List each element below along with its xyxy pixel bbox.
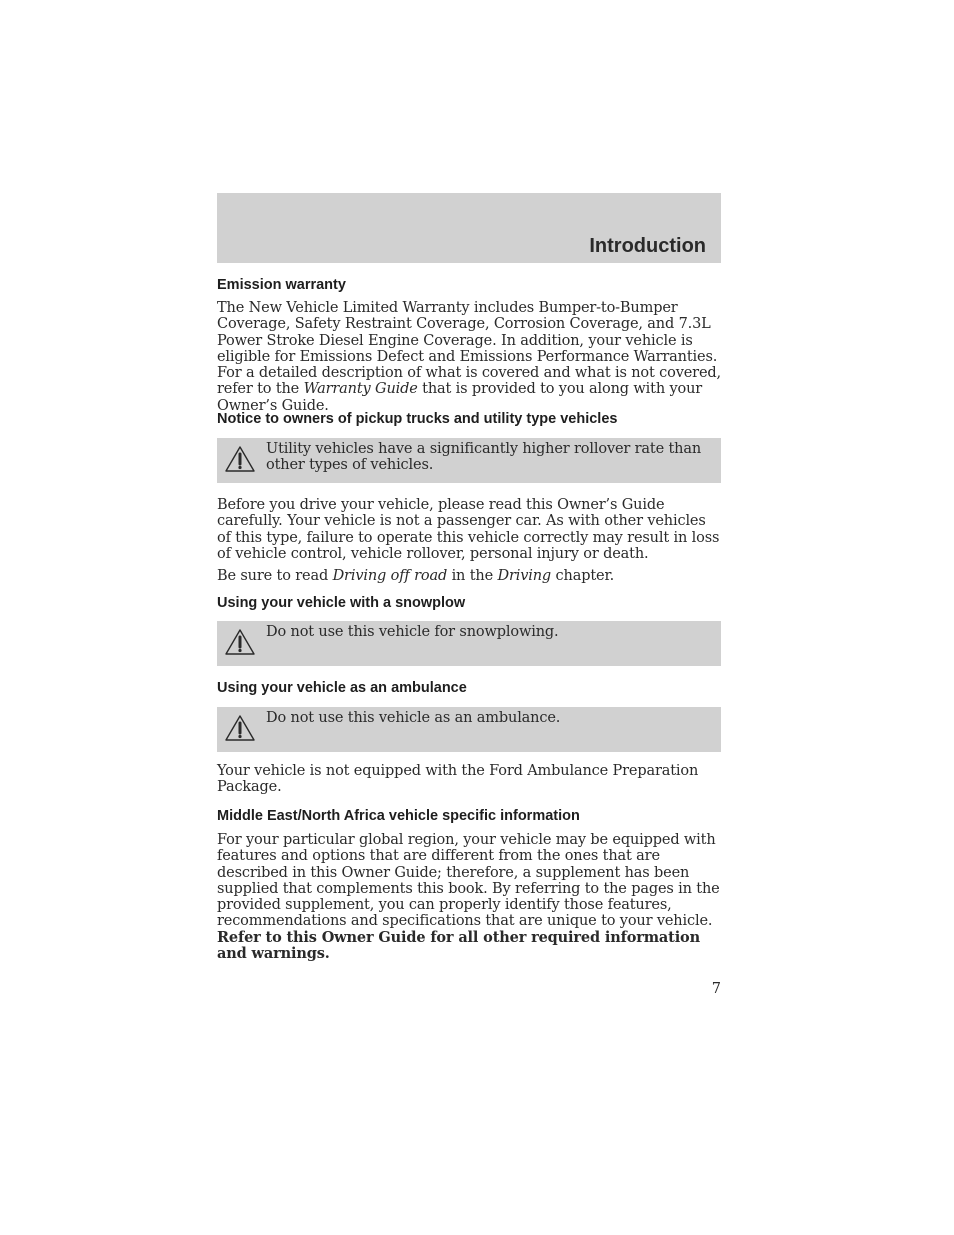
mena-text: For your particular global region, your vehicle may be equipped with features and options that are different from the ones that are described in this Owner Guide; therefore, a supplement has been supplied that complements this book. By referring to the pages in the provided supplement, you can properly identify those features, recommendations and specifications that are unique to your vehicle.: [217, 832, 720, 930]
ambulance-paragraph: Your vehicle is not equipped with the Ford Ambulance Preparation Package.: [217, 763, 699, 796]
mena-heading: Middle East/North Africa vehicle specific information: [217, 808, 580, 824]
snowplow-warning-text: Do not use this vehicle for snowplowing.: [266, 624, 559, 640]
ambulance-warning-text: Do not use this vehicle as an ambulance.: [266, 710, 561, 726]
warranty-guide-title: Warranty Guide: [303, 381, 418, 398]
emission-text-1: The New Vehicle Limited Warranty includes Bumper-to-Bumper Coverage, Safety Restraint Coverage, Corrosion Coverage, and 7.3L Power Stroke Diesel Engine Coverage. In addition, your vehicle is eligible for Emissions Defect and Emissions Performance Warranties. For a detailed description of what is covered and what is not covered, refer to the: [217, 300, 721, 398]
snowplow-heading: Using your vehicle with a snowplow: [217, 595, 466, 611]
warning-triangle-icon: [224, 628, 256, 656]
warning-triangle-icon: [224, 714, 256, 742]
read-text-1: Be sure to read: [217, 568, 329, 584]
driving-chapter-ref: Driving: [497, 568, 552, 584]
section-title: Introduction: [589, 235, 706, 257]
ambulance-heading: Using your vehicle as an ambulance: [217, 680, 467, 696]
read-text-3: chapter.: [555, 568, 615, 584]
ambulance-warning-box: [217, 707, 721, 752]
mena-paragraph: [217, 832, 721, 962]
mena-bold-note: Refer to this Owner Guide for all other required information and warnings.: [217, 928, 700, 963]
warning-triangle-icon: [224, 445, 256, 473]
rollover-warning-box: [217, 438, 721, 483]
driving-off-road-link: Driving off road: [332, 568, 448, 584]
emission-text-2: that is provided to you along with your Owner’s Guide.: [217, 381, 703, 414]
emission-warranty-heading: Emission warranty: [217, 277, 346, 293]
read-text-2: in the: [451, 568, 493, 584]
emission-warranty-paragraph: [217, 300, 721, 414]
section-header-band: [217, 193, 721, 263]
snowplow-warning-box: [217, 621, 721, 666]
page-number: 7: [711, 981, 721, 997]
rollover-warning-text: Utility vehicles have a significantly higher rollover rate than other types of vehicles.: [266, 441, 702, 474]
pickup-notice-paragraph: Before you drive your vehicle, please read this Owner’s Guide carefully. Your vehicle is not a passenger car. As with other vehicles of this type, failure to operate this vehicle correctly may result in loss of vehicle control, vehicle rollover, personal injury or death.: [217, 497, 720, 562]
pickup-notice-heading: Notice to owners of pickup trucks and utility type vehicles: [217, 411, 618, 427]
driving-offroad-reference: [217, 568, 721, 584]
